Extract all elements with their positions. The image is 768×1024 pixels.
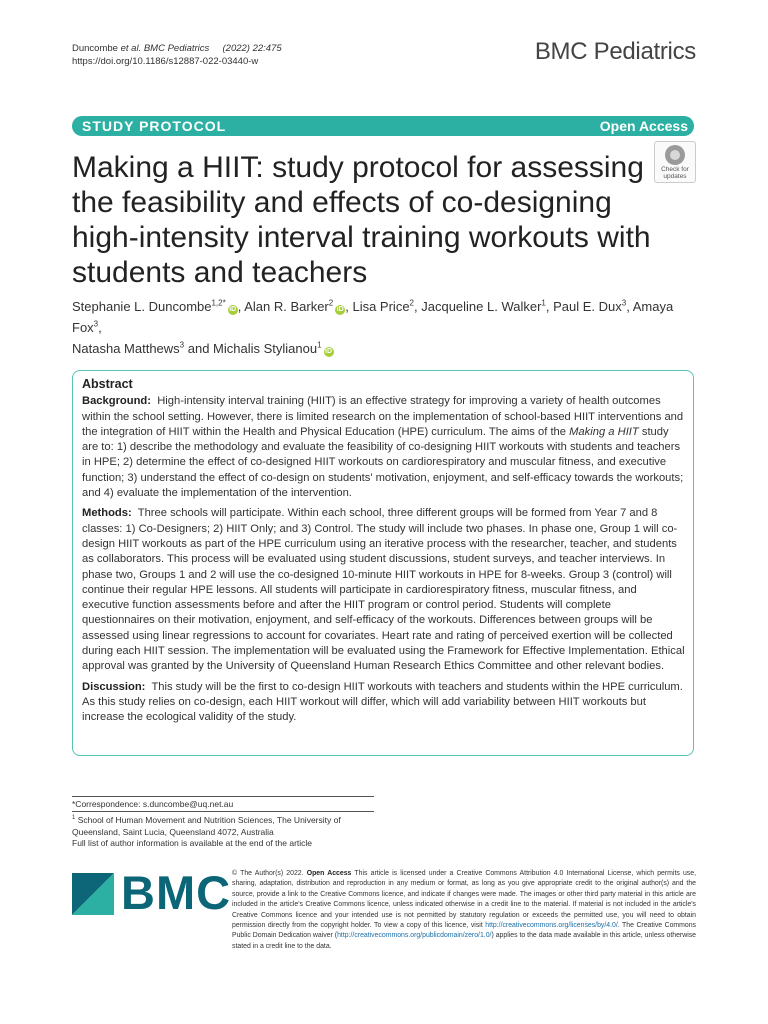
orcid-icon[interactable]: iD (336, 306, 344, 313)
author-name: Paul E. Dux (553, 299, 622, 314)
background-text-cont: study are to: 1) describe the methodology and evaluate the feasibility of co-designing HIIT workouts with students and teachers in HPE; 2) determine the effect of co-designed HIIT workouts on cardiorespiratory and muscular fitness, and executive function; 3) understand the effect of co-design on students' motivation, enjoyment, and self-efficacy towards the workouts; and 4) evaluate the implementation of the intervention. (82, 425, 684, 500)
cc-license-link[interactable]: http://creativecommons.org/licenses/by/4.0/ (485, 922, 618, 930)
license-body: This article is licensed under a Creative Commons Attribution 4.0 International License, which permits use, sharing, adaptation, distribution and reproduction in any medium or format, as long as you give appropriate credit to the original author(s) and the source, provide a link to the Creative Commons licence, and indicate if changes were made. The images or other third party material in this article are included in the article's Creative Commons licence, unless indicated otherwise in a credit line to the material. If material is not included in the article's Creative Commons licence and your intended use is not permitted by statutory regulation or exceeds the permitted use, you will need to obtain permission directly from the copyright holder. To view a copy of this licence, visit (232, 870, 696, 930)
abstract-methods (82, 506, 686, 674)
discussion-text: This study will be the first to co-design HIIT workouts with teachers and students within the HPE curriculum. As this study relies on co-design, each HIIT workout will differ, which will add variability between HIIT workouts but increase the ecological validity of the study. (82, 680, 683, 724)
discussion-label: Discussion: (82, 680, 146, 693)
orcid-icon[interactable]: iD (325, 348, 333, 355)
footnote-divider (72, 811, 374, 812)
abstract-background (82, 394, 686, 501)
article-title: Making a HIIT: study protocol for assessing the feasibility and effects of co-designing high-intensity interval training workouts with students and teachers (72, 151, 651, 289)
author-name: Lisa Price (352, 299, 410, 314)
author-affiliation-sup: 1,2* (211, 298, 226, 308)
author-affiliation-sup: 1 (317, 340, 322, 350)
license-body-cont: . The Creative Commons Public Domain Dedication waiver ( (232, 922, 696, 940)
citation-journal: et al. BMC Pediatrics (120, 43, 210, 54)
affiliation-text: School of Human Movement and Nutrition Sciences, The University of Queensland, Saint Lucia, Queensland 4072, Australia (72, 815, 341, 837)
abstract-discussion (82, 680, 686, 726)
license-body-end: ) applies to the data made available in this article, unless otherwise stated in a credit line to the data. (232, 932, 697, 950)
study-name: Making a HIIT (569, 425, 639, 438)
citation-header (72, 42, 282, 68)
orcid-icon[interactable]: iD (229, 306, 237, 313)
author-name: Alan R. Barker (244, 299, 329, 314)
full-author-info-note: Full list of author information is available at the end of the article (72, 838, 313, 848)
author-name: Jacqueline L. Walker (421, 299, 542, 314)
author-affiliation-sup: 1 (541, 298, 546, 308)
bmc-logo-icon (72, 873, 114, 915)
citation-volume: (2022) 22:475 (222, 43, 282, 54)
author-name: Michalis Stylianou (213, 341, 318, 356)
methods-label: Methods: (82, 507, 132, 520)
bmc-logo-text: BMC (121, 866, 232, 919)
check-updates-icon (665, 145, 685, 165)
author-affiliation-sup: 2 (409, 298, 414, 308)
cc-zero-link[interactable]: http://creativecommons.org/publicdomain/zero/1.0/ (337, 932, 492, 940)
citation-line (72, 42, 282, 55)
license-text (232, 869, 696, 952)
author-affiliation-sup: 3 (621, 298, 627, 308)
background-label: Background: (82, 395, 151, 408)
affiliation-sup: 1 (72, 815, 76, 822)
abstract-content (82, 377, 686, 731)
check-updates-label: Check for updates (661, 166, 689, 180)
article-type-label: STUDY PROTOCOL (82, 118, 227, 134)
author-affiliation-sup: 2 (328, 298, 334, 308)
author-affiliation-sup: 3 (93, 319, 99, 329)
methods-text: Three schools will participate. Within each school, three different groups will be formed from Year 7 and 8 classes: 1) Co-Designers; 2) HIIT Only; and 3) Control. The study will include two phases. In phase one, Group 1 will co-design HIIT workouts as part of the HPE curriculum using an iterative process with the researcher, teacher, and students as collaborators. This process will be evaluated using student discussions, student surveys, and teacher interviews. In phase two, Groups 1 and 2 will use the co-designed 10-minute HIIT workouts in HPE for 8-weeks. Group 3 (control) will continue their regular HPE lessons. All students will participate in cardiorespiratory fitness, muscular fitness, and executive function assessments before and after the HIIT program or control period. Students will complete questionnaires on their motivation, enjoyment, and self-efficacy of the workouts. Differences between groups will be assessed using linear regressions to account for covariates. Heart rate and rating of perceived exertion will be collected during each HIIT session. The implementation will be evaluated using the Framework for Effective Implementation. Ethical approval was granted by the University of Queensland Human Research Ethics Committee and other relevant bodies. (82, 507, 685, 673)
open-access-label: Open Access (599, 118, 688, 134)
copyright-text: © The Author(s) 2022. (232, 870, 307, 877)
correspondence-note: *Correspondence: s.duncombe@uq.net.au (72, 799, 234, 809)
author-list: Stephanie L. Duncombe$^{1,2*}$iD , Alan R. Barker$^2$iD , Lisa Price$^2$, Jacqueline L. Walker$^1$, Paul E. Dux$^3$, Amaya Fox$^3$, Natasha Matthews$^3$ and Michalis Stylianou$^1$iD (72, 298, 674, 356)
affiliation-note (72, 815, 372, 850)
author-name: Natasha Matthews (72, 341, 180, 356)
footnote-divider (72, 796, 374, 797)
check-for-updates-button[interactable] (654, 141, 696, 183)
author-name: Stephanie L. Duncombe (72, 299, 212, 314)
open-access-bold: Open Access (306, 870, 352, 877)
background-text: High-intensity interval training (HIIT) is an effective strategy for improving a variety of health outcomes within the school setting. However, there is limited research on the implementation of school-based HIIT interventions and the integration of HIIT within the Health and Physical Education (HPE) curriculum. The aims of the (82, 395, 684, 438)
abstract-heading: Abstract (82, 377, 133, 391)
author-name: Amaya Fox (72, 299, 674, 335)
journal-name: BMC Pediatrics (534, 38, 696, 65)
citation-authors: Duncombe (72, 43, 121, 54)
author-affiliation-sup: 3 (179, 340, 185, 350)
doi-link[interactable]: https://doi.org/10.1186/s12887-022-03440-w (72, 56, 259, 67)
